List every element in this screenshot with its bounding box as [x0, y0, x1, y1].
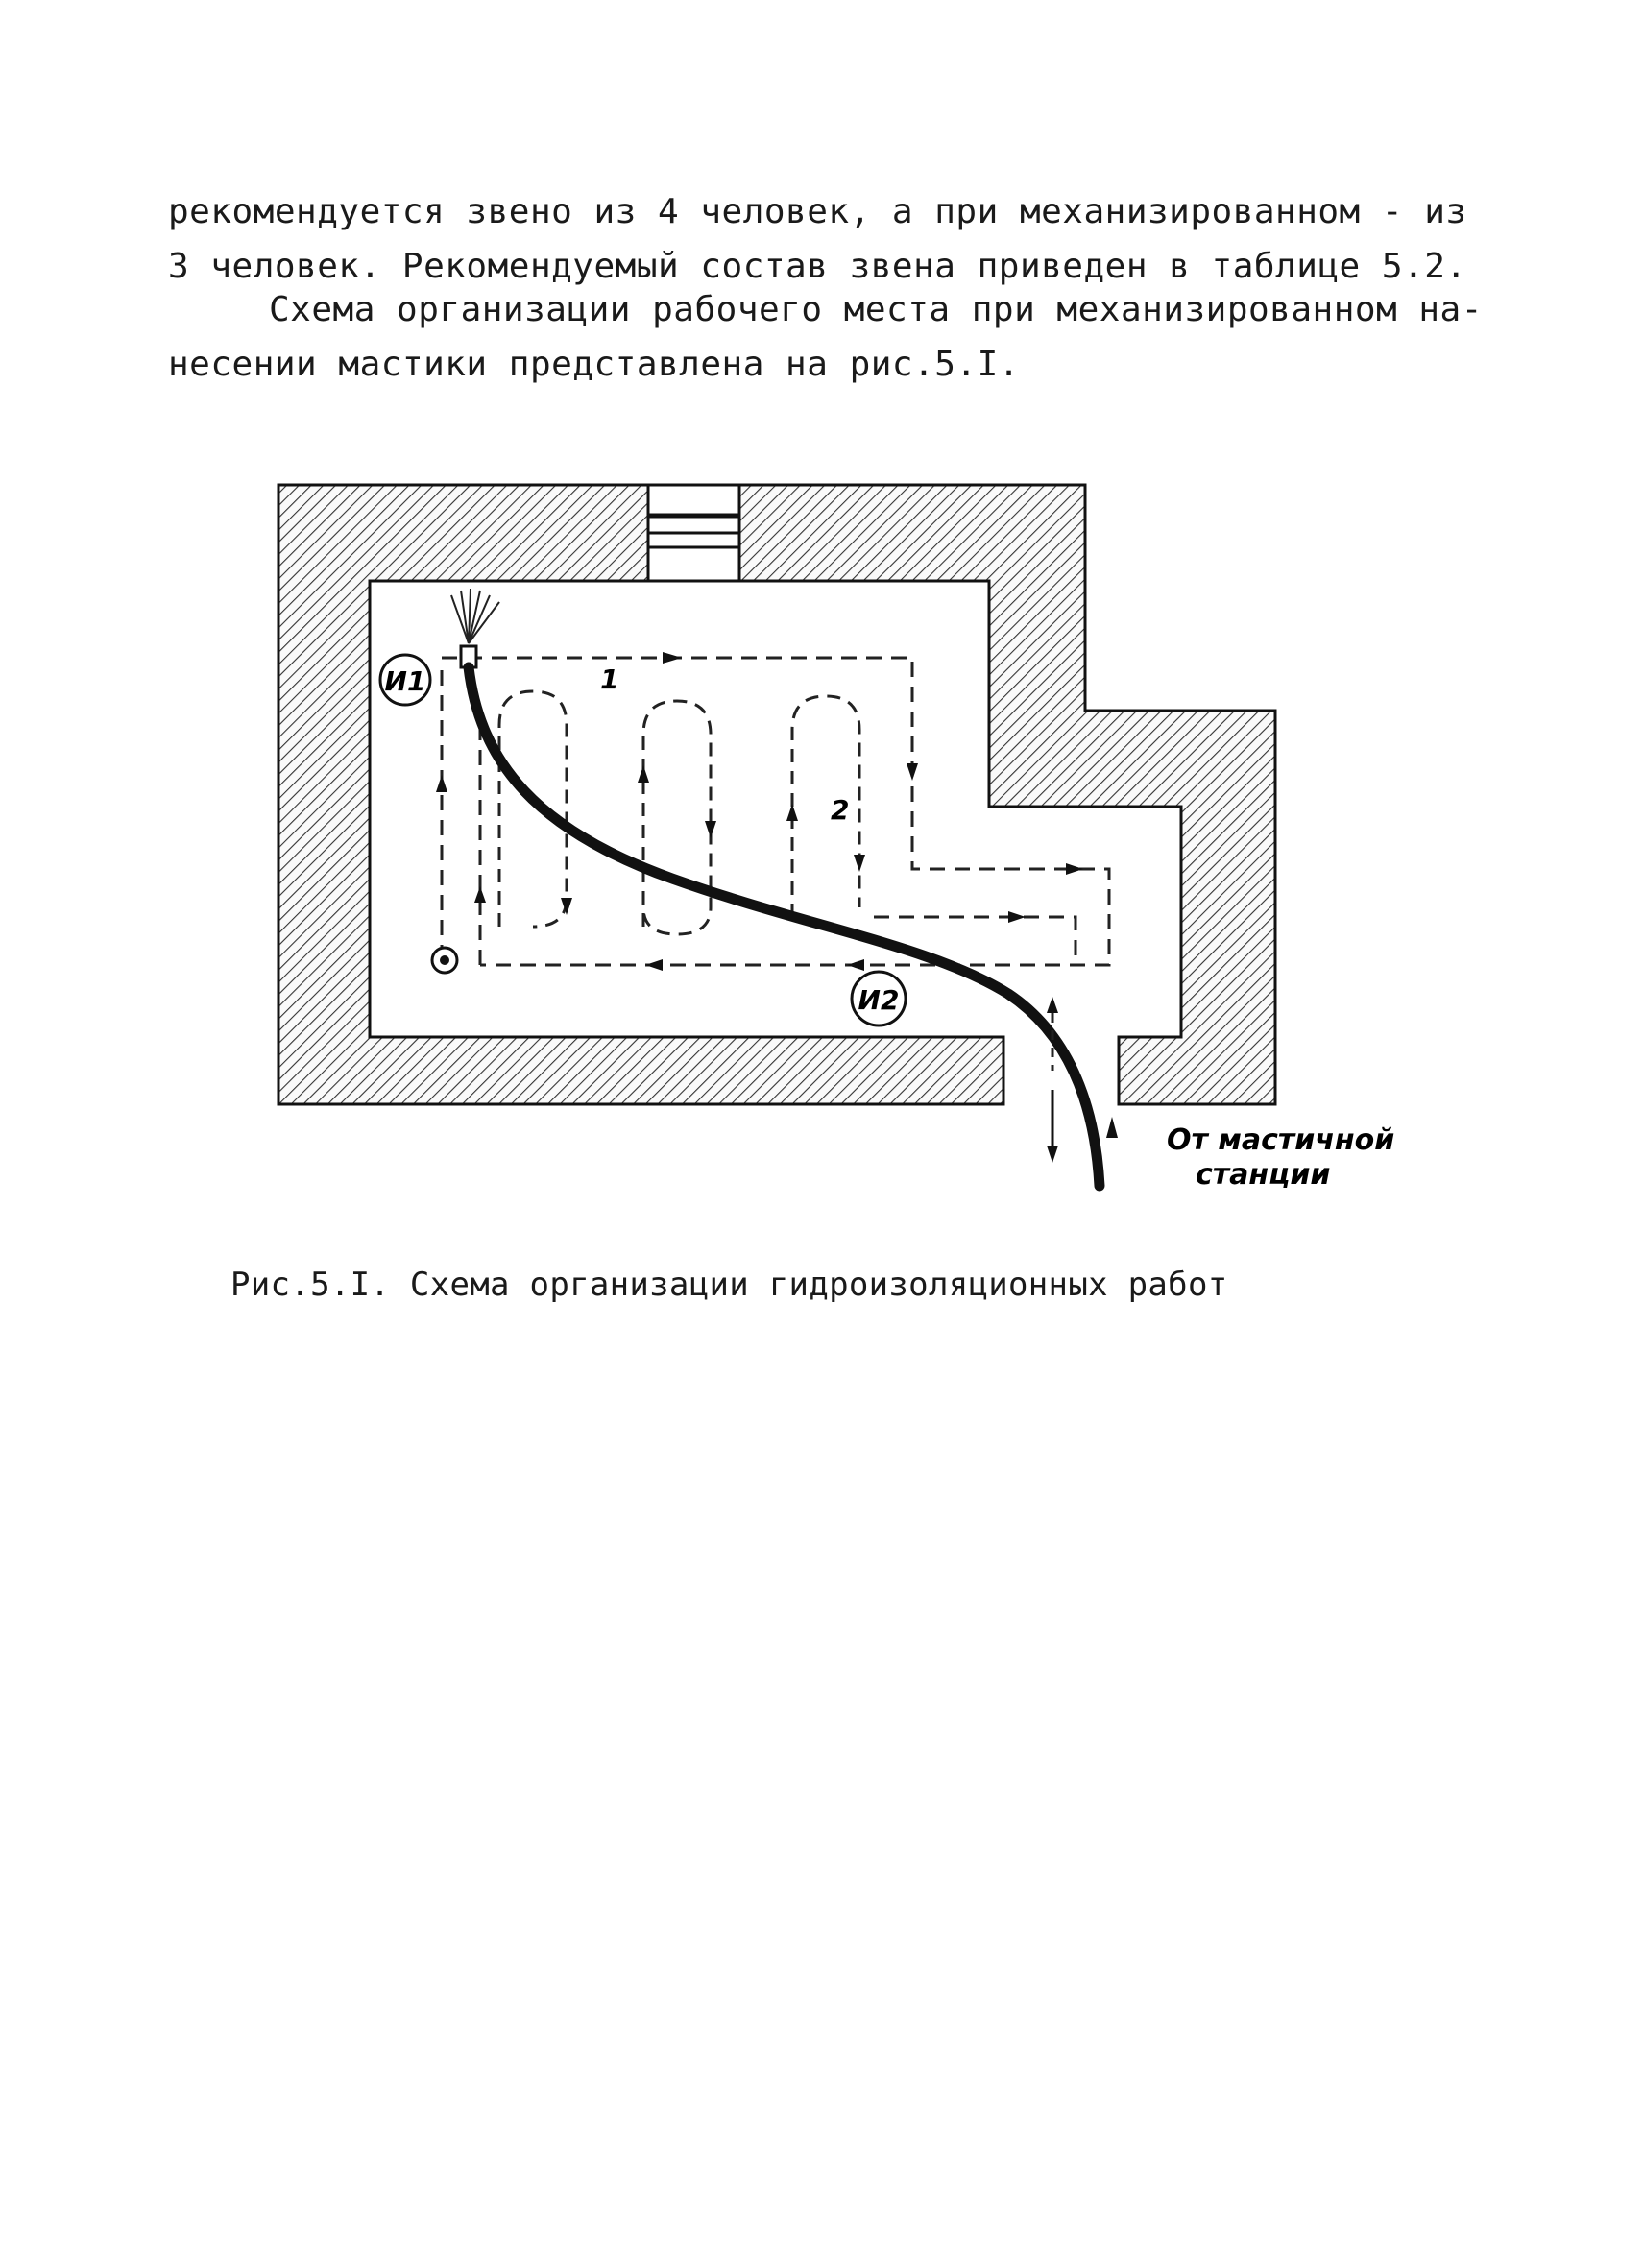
- worker-2-label: И2: [858, 984, 900, 1016]
- worker-2-marker: [852, 972, 906, 1025]
- direction-arrows: [436, 652, 1083, 971]
- up-arrow-icon: [1106, 1117, 1118, 1138]
- paragraph-2-line-2: несении мастики представлена на рис.5.I.: [168, 345, 1020, 384]
- paragraph-1-line-1: рекомендуется звено из 4 человек, а при механизированном - из: [168, 192, 1467, 231]
- feed-arrow-icon: [1047, 997, 1058, 1013]
- workplace-scheme-figure: [259, 475, 1508, 1205]
- figure-caption: Рис.5.I. Схема организации гидроизоляционных работ: [230, 1266, 1228, 1304]
- inner-path: [480, 715, 1076, 965]
- worker-1-marker: [380, 655, 430, 705]
- paragraph-1: [168, 184, 1467, 294]
- room-walls: [278, 485, 1275, 1104]
- hose-source-line-2: станции: [1196, 1158, 1331, 1192]
- hose-source-line-1: От мастичной: [1167, 1123, 1395, 1157]
- paragraph-2-line-1: Схема организации рабочего места при механизированном на-: [269, 290, 1483, 329]
- down-arrow-icon: [1047, 1146, 1058, 1163]
- paragraph-1-line-2: 3 человек. Рекомендуемый состав звена приведен в таблице 5.2.: [168, 247, 1467, 286]
- route-1-label: 1: [600, 664, 619, 695]
- spray-nozzle-icon: [451, 589, 499, 667]
- worker-1-label: И1: [384, 665, 426, 697]
- paragraph-2: [168, 282, 1483, 392]
- window-opening: [648, 485, 739, 581]
- route-2-label: 2: [831, 794, 850, 826]
- start-point-icon: [432, 948, 457, 973]
